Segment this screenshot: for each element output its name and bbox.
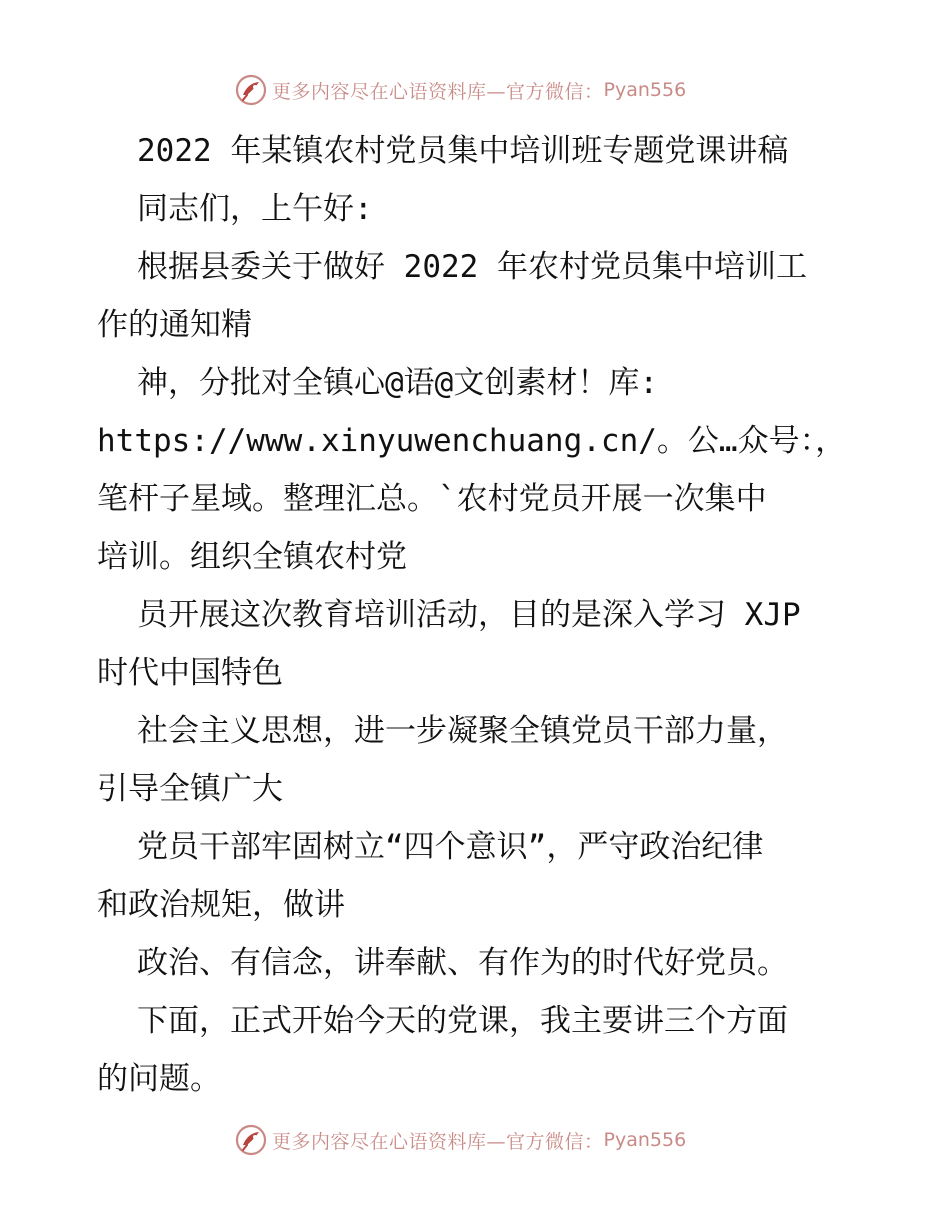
pen-logo-icon (234, 73, 268, 107)
text-line: 神，分批对全镇心@语@文创素材！库: (137, 365, 658, 401)
text-line: 笔杆子星域。整理汇总。`农村党员开展一次集中 (97, 481, 767, 517)
text-line: 时代中国特色 (97, 655, 283, 691)
text-line: 下面，正式开始今天的党课，我主要讲三个方面 (137, 1003, 788, 1039)
watermark-text: 更多内容尽在心语资料库—官方微信： (272, 80, 604, 103)
text-line: 作的通知精 (97, 307, 252, 343)
text-line: https://www.xinyuwenchuang.cn/。公…众号：， (97, 423, 847, 459)
pen-logo-icon (234, 1123, 268, 1157)
text-line: 同志们，上午好: (137, 191, 373, 227)
text-line: 社会主义思想，进一步凝聚全镇党员干部力量， (137, 713, 788, 749)
document-body (97, 122, 857, 1108)
header-watermark (234, 72, 686, 108)
footer-watermark (234, 1122, 686, 1158)
text-line: 根据县委关于做好 2022 年农村党员集中培训工 (137, 249, 807, 285)
watermark-text: 更多内容尽在心语资料库—官方微信： (272, 1130, 604, 1153)
text-line: 培训。组织全镇农村党 (97, 539, 407, 575)
text-line: 政治、有信念，讲奉献、有作为的时代好党员。 (137, 945, 788, 981)
watermark-wechat-id: Pyan556 (603, 79, 687, 101)
text-line: 的问题。 (97, 1061, 221, 1097)
document-title: 2022 年某镇农村党员集中培训班专题党课讲稿 (137, 133, 789, 169)
text-line: 员开展这次教育培训活动，目的是深入学习 XJP (137, 597, 801, 633)
watermark-wechat-id: Pyan556 (603, 1129, 687, 1151)
text-line: 和政治规矩，做讲 (97, 887, 345, 923)
text-line: 引导全镇广大 (97, 771, 283, 807)
text-line: 党员干部牢固树立“四个意识”，严守政治纪律 (137, 829, 764, 865)
